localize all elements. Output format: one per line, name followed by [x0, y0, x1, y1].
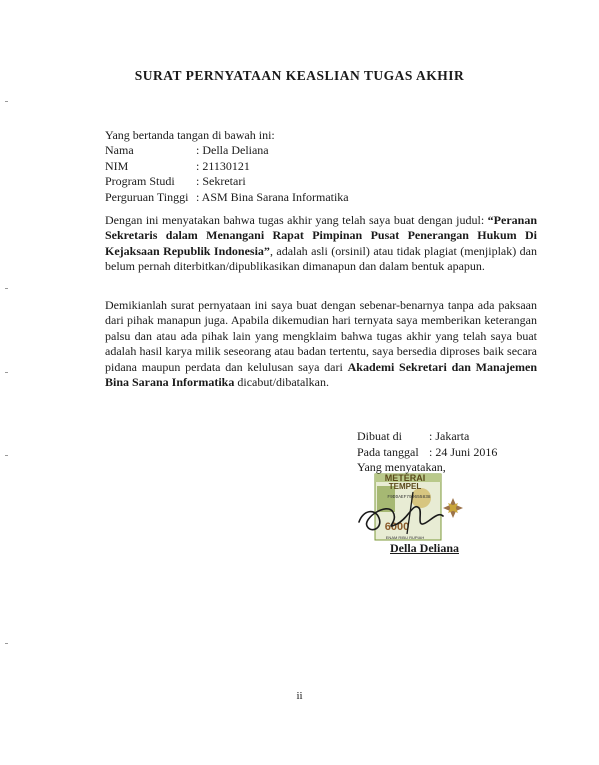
- closing-text: Yang menyatakan,: [357, 460, 446, 474]
- date-label: Pada tanggal: [357, 444, 419, 459]
- place-row: [357, 429, 497, 445]
- identity-value: : ASM Bina Sarana Informatika: [196, 189, 349, 204]
- meterai-stamp-icon: [353, 472, 468, 544]
- stamp-value: 6000: [384, 521, 410, 533]
- identity-value: : 21130121: [196, 158, 250, 173]
- identity-row-name: [105, 143, 349, 159]
- scan-mark: [5, 101, 8, 102]
- signature-block: [357, 429, 497, 476]
- stamp-serial: F9DDAEF790655838: [387, 495, 431, 500]
- declaration-paragraph: [105, 213, 537, 275]
- identity-block: [105, 143, 349, 205]
- stamp-line1: METERAI: [384, 473, 426, 483]
- identity-label: Nama: [105, 143, 134, 157]
- scan-mark: [5, 643, 8, 644]
- statement-text: Demikianlah surat pernyataan ini saya buat dengan sebenar-benarnya tanpa ada paksaan dari pihak manapun juga. Apabila dikemudian hari ternyata saya memberikan keterangan palsu dan atau ada pihak lain yang mengklaim bahwa tugas akhir yang telah saya buat adalah hasil karya milik seseorang atau badan tertentu, saya bersedia diproses baik secara pidana maupun perdata dan kelulusan saya dari: [105, 298, 537, 374]
- scan-mark: [5, 288, 8, 289]
- identity-label: Perguruan Tinggi: [105, 189, 189, 204]
- identity-value: : Sekretari: [196, 174, 246, 188]
- identity-label: Program Studi: [105, 174, 175, 188]
- identity-value: : Della Deliana: [196, 143, 269, 157]
- place-label: Dibuat di: [357, 429, 402, 443]
- star-flower-icon: [443, 498, 463, 518]
- stamp-line2: TEMPEL: [388, 482, 422, 491]
- date-value: : 24 Juni 2016: [429, 444, 498, 459]
- identity-row-nim: [105, 159, 349, 175]
- date-row: [357, 445, 497, 461]
- scan-mark: [5, 372, 8, 373]
- statement-tail: dicabut/dibatalkan.: [234, 375, 329, 390]
- place-value: : Jakarta: [429, 429, 470, 443]
- statement-paragraph: [105, 298, 537, 390]
- intro-text: Yang bertanda tangan di bawah ini:: [105, 128, 275, 142]
- page-number: ii: [296, 690, 303, 702]
- scan-mark: [5, 455, 8, 456]
- institution-name: Akademi Sekretari dan Manajemen Bina Sarana Informatika: [105, 359, 538, 390]
- declaration-lead: Dengan ini menyatakan bahwa tugas akhir yang telah saya buat dengan judul:: [105, 213, 488, 227]
- stamp-words: ENAM RIBU RUPIAH: [385, 535, 425, 540]
- thesis-title: “Peranan Sekretaris dalam Menangani Rapat Pimpinan Pusat Penerangan Hukum Di Kejaksaan Republik Indonesia”: [105, 213, 537, 258]
- identity-row-program: [105, 174, 349, 190]
- signer-name: Della Deliana: [390, 541, 459, 555]
- declaration-rest: , adalah asli (orsinil) atau tidak plagiat (menjiplak) dan belum pernah diterbitkan/dipublikasikan dimanapun dan dalam bentuk apapun.: [105, 243, 538, 274]
- document-title: SURAT PERNYATAAN KEASLIAN TUGAS AKHIR: [134, 68, 465, 83]
- identity-label: NIM: [105, 158, 129, 173]
- identity-row-university: [105, 190, 349, 206]
